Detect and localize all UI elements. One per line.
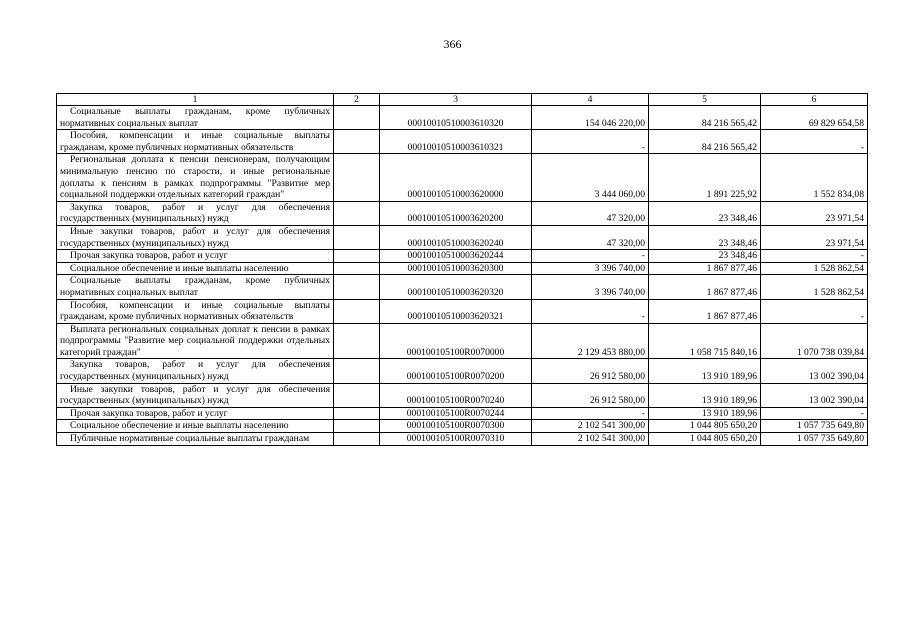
table-row [57, 299, 868, 323]
row-value6-cell: - [761, 250, 868, 263]
table-row [57, 130, 868, 154]
row-value4-cell: 3 444 060,00 [532, 154, 649, 201]
row-name-text: Иные закупки товаров, работ и услуг для обеспечения государственных (муниципальных) нужд [60, 383, 330, 407]
row-name-cell [57, 130, 334, 154]
table-row [57, 154, 868, 201]
row-col2-cell [334, 130, 380, 154]
row-value4-cell: 154 046 220,00 [532, 106, 649, 130]
row-code-cell: 00010010510003620000 [380, 154, 532, 201]
page-number: 366 [443, 37, 462, 51]
row-code-cell: 00010010510003620321 [380, 299, 532, 323]
row-name-cell [57, 383, 334, 407]
row-name-text: Региональная доплата к пенсии пенсионерам, получающим минимальную пенсию по старости, и иные региональные доплаты к пенсиям в рамках подпрограммы "Развитие мер социальной поддержки отдельных категорий граждан" [60, 154, 330, 201]
row-name-text: Закупка товаров, работ и услуг для обеспечения государственных (муниципальных) нужд [60, 359, 330, 383]
header-row [57, 94, 868, 106]
row-name-cell [57, 250, 334, 263]
row-name-text: Прочая закупка товаров, работ и услуг [70, 407, 228, 419]
row-code-cell: 000100105100R0070310 [380, 433, 532, 446]
row-value5-cell: 13 910 189,96 [649, 359, 761, 383]
row-code-cell: 00010010510003620300 [380, 262, 532, 275]
row-value5-cell: 23 348,46 [649, 225, 761, 249]
row-name-text: Пособия, компенсации и иные социальные выплаты гражданам, кроме публичных нормативных обязательств [60, 299, 330, 323]
table-row [57, 407, 868, 420]
row-value4-cell: 47 320,00 [532, 201, 649, 225]
header-cell-3: 3 [380, 94, 532, 106]
row-value5-cell: 84 216 565,42 [649, 106, 761, 130]
row-value5-cell: 1 891 225,92 [649, 154, 761, 201]
row-name-text: Социальные выплаты гражданам, кроме публичных нормативных социальных выплат [60, 275, 330, 298]
table-row [57, 106, 868, 130]
row-name-cell [57, 359, 334, 383]
row-code-cell: 00010010510003620244 [380, 250, 532, 263]
row-value5-cell: 1 867 877,46 [649, 262, 761, 275]
table-row [57, 323, 868, 359]
row-name-text: Социальное обеспечение и иные выплаты населению [70, 262, 289, 274]
row-col2-cell [334, 250, 380, 263]
row-value5-cell: 23 348,46 [649, 201, 761, 225]
row-code-cell: 000100105100R0070200 [380, 359, 532, 383]
row-name-text: Публичные нормативные социальные выплаты гражданам [70, 433, 310, 445]
table-row [57, 420, 868, 433]
row-code-cell: 000100105100R0070240 [380, 383, 532, 407]
row-value6-cell: 23 971,54 [761, 225, 868, 249]
row-name-cell [57, 420, 334, 433]
row-name-cell [57, 299, 334, 323]
row-value6-cell: 23 971,54 [761, 201, 868, 225]
row-value5-cell: 13 910 189,96 [649, 383, 761, 407]
row-value4-cell: 3 396 740,00 [532, 275, 649, 299]
row-name-cell [57, 225, 334, 249]
row-col2-cell [334, 154, 380, 201]
row-value6-cell: - [761, 130, 868, 154]
row-code-cell: 000100105100R0070244 [380, 407, 532, 420]
table-row [57, 359, 868, 383]
row-value5-cell: 1 058 715 840,16 [649, 323, 761, 359]
row-value4-cell: 47 320,00 [532, 225, 649, 249]
row-value6-cell: 1 057 735 649,80 [761, 420, 868, 433]
row-code-cell: 00010010510003610320 [380, 106, 532, 130]
table-row [57, 433, 868, 446]
budget-table [56, 93, 868, 446]
row-name-text: Пособия, компенсации и иные социальные выплаты гражданам, кроме публичных нормативных обязательств [60, 130, 330, 153]
row-col2-cell [334, 323, 380, 359]
row-value6-cell: - [761, 407, 868, 420]
table-row [57, 225, 868, 249]
row-col2-cell [334, 225, 380, 249]
row-value4-cell: - [532, 130, 649, 154]
row-value5-cell: 13 910 189,96 [649, 407, 761, 420]
row-col2-cell [334, 383, 380, 407]
row-value4-cell: - [532, 250, 649, 263]
row-col2-cell [334, 106, 380, 130]
row-value5-cell: 1 044 805 650,20 [649, 420, 761, 433]
row-name-cell [57, 407, 334, 420]
row-value5-cell: 23 348,46 [649, 250, 761, 263]
row-value4-cell: 26 912 580,00 [532, 383, 649, 407]
row-value4-cell: - [532, 407, 649, 420]
row-value6-cell: 1 528 862,54 [761, 275, 868, 299]
row-name-cell [57, 106, 334, 130]
header-cell-4: 4 [532, 94, 649, 106]
row-col2-cell [334, 275, 380, 299]
row-value4-cell: 2 102 541 300,00 [532, 420, 649, 433]
row-value4-cell: 2 102 541 300,00 [532, 433, 649, 446]
row-name-cell [57, 433, 334, 446]
header-cell-2: 2 [334, 94, 380, 106]
header-cell-6: 6 [761, 94, 868, 106]
row-value5-cell: 1 044 805 650,20 [649, 433, 761, 446]
row-col2-cell [334, 299, 380, 323]
header-cell-1: 1 [57, 94, 334, 106]
row-value6-cell: 1 070 738 039,84 [761, 323, 868, 359]
row-name-text: Выплата региональных социальных доплат к пенсии в рамках подпрограммы "Развитие мер социальной поддержки отдельных категорий граждан" [60, 323, 330, 358]
row-value6-cell: 69 829 654,58 [761, 106, 868, 130]
header-cell-5: 5 [649, 94, 761, 106]
row-value6-cell: - [761, 299, 868, 323]
row-value4-cell: 26 912 580,00 [532, 359, 649, 383]
row-col2-cell [334, 407, 380, 420]
table-row [57, 383, 868, 407]
row-value5-cell: 1 867 877,46 [649, 275, 761, 299]
row-name-text: Социальное обеспечение и иные выплаты населению [70, 420, 289, 432]
row-code-cell: 00010010510003620240 [380, 225, 532, 249]
row-value6-cell: 1 552 834,08 [761, 154, 868, 201]
row-name-cell [57, 154, 334, 201]
table-row [57, 275, 868, 299]
row-code-cell: 00010010510003620320 [380, 275, 532, 299]
row-code-cell: 000100105100R0070000 [380, 323, 532, 359]
row-value6-cell: 13 002 390,04 [761, 359, 868, 383]
row-value5-cell: 1 867 877,46 [649, 299, 761, 323]
row-value6-cell: 1 057 735 649,80 [761, 433, 868, 446]
row-col2-cell [334, 359, 380, 383]
row-name-cell [57, 275, 334, 299]
row-code-cell: 00010010510003620200 [380, 201, 532, 225]
row-value6-cell: 1 528 862,54 [761, 262, 868, 275]
row-col2-cell [334, 433, 380, 446]
row-value4-cell: 2 129 453 880,00 [532, 323, 649, 359]
row-code-cell: 000100105100R0070300 [380, 420, 532, 433]
row-value6-cell: 13 002 390,04 [761, 383, 868, 407]
row-value4-cell: 3 396 740,00 [532, 262, 649, 275]
table-row [57, 250, 868, 263]
row-name-text: Иные закупки товаров, работ и услуг для обеспечения государственных (муниципальных) нужд [60, 225, 330, 249]
row-col2-cell [334, 420, 380, 433]
row-value4-cell: - [532, 299, 649, 323]
row-name-text: Социальные выплаты гражданам, кроме публичных нормативных социальных выплат [60, 106, 330, 129]
table-body [57, 94, 868, 446]
table-row [57, 201, 868, 225]
row-name-cell [57, 323, 334, 359]
table-row [57, 262, 868, 275]
row-col2-cell [334, 262, 380, 275]
row-name-text: Прочая закупка товаров, работ и услуг [70, 250, 228, 262]
row-name-text: Закупка товаров, работ и услуг для обеспечения государственных (муниципальных) нужд [60, 201, 330, 225]
row-col2-cell [334, 201, 380, 225]
row-code-cell: 00010010510003610321 [380, 130, 532, 154]
row-name-cell [57, 201, 334, 225]
row-name-cell [57, 262, 334, 275]
row-value5-cell: 84 216 565,42 [649, 130, 761, 154]
